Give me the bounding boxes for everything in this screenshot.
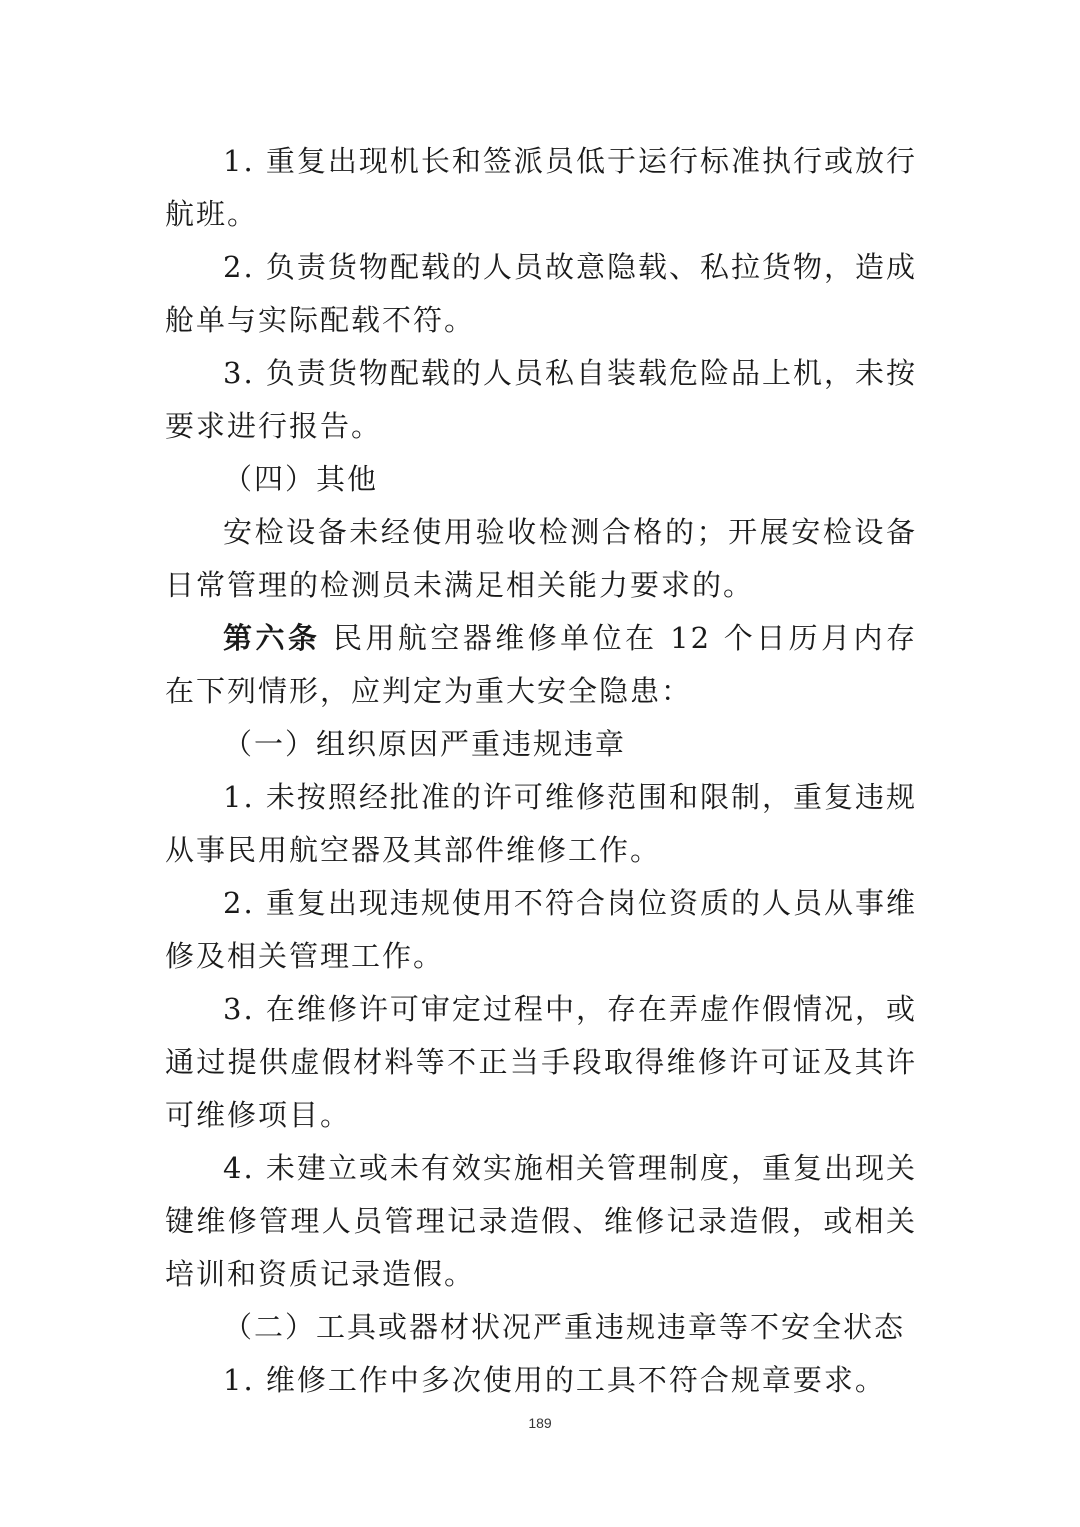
paragraph-item-1: 1. 重复出现机长和签派员低于运行标准执行或放行航班。 (165, 144, 917, 231)
paragraph-tools-item-1: 1. 维修工作中多次使用的工具不符合规章要求。 (223, 1363, 886, 1397)
paragraph-org-item-4: 4. 未建立或未有效实施相关管理制度，重复出现关键维修管理人员管理记录造假、维修记录造假，或相关培训和资质记录造假。 (165, 1151, 917, 1291)
article-six-text: 民用航空器维修单位在 12 个日历月内存在下列情形，应判定为重大安全隐患： (165, 621, 917, 708)
paragraph-item-3: 3. 负责货物配载的人员私自装载危险品上机，未按要求进行报告。 (165, 356, 917, 443)
paragraph-org-item-1: 1. 未按照经批准的许可维修范围和限制，重复违规从事民用航空器及其部件维修工作。 (165, 780, 917, 867)
section-heading-other: （四）其他 (223, 462, 379, 496)
paragraph-org-item-3: 3. 在维修许可审定过程中，存在弄虚作假情况，或通过提供虚假材料等不正当手段取得维修许可证及其许可维修项目。 (165, 992, 917, 1132)
paragraph-item-2: 2. 负责货物配载的人员故意隐载、私拉货物，造成舱单与实际配载不符。 (165, 250, 917, 337)
article-six-label: 第六条 (223, 621, 321, 655)
section-heading-organization: （一）组织原因严重违规违章 (223, 727, 627, 761)
page-number: 189 (528, 1415, 552, 1431)
article-six (165, 612, 917, 718)
paragraph-org-item-2: 2. 重复出现违规使用不符合岗位资质的人员从事维修及相关管理工作。 (165, 886, 917, 973)
section-heading-tools: （二）工具或器材状况严重违规违章等不安全状态 (223, 1310, 906, 1344)
paragraph-security-equipment: 安检设备未经使用验收检测合格的；开展安检设备日常管理的检测员未满足相关能力要求的。 (165, 515, 917, 602)
page-body (165, 135, 917, 1407)
